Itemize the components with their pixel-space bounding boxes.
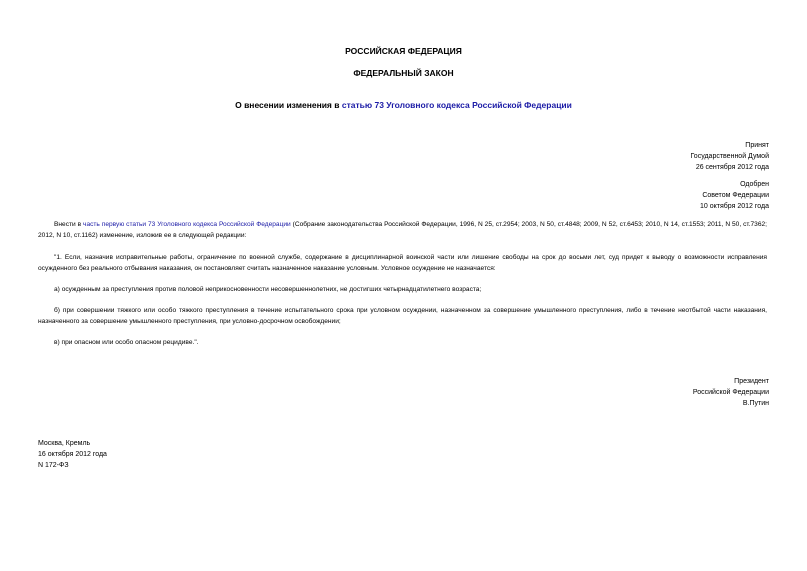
signature-title: Президент [734,378,769,385]
footer-block [38,438,107,471]
adopted-date: 26 сентября 2012 года [695,164,769,171]
signature-block [693,376,769,409]
footer-date: 16 октября 2012 года [38,451,107,458]
item-a: а) осужденным за преступления против половой неприкосновенности несовершеннолетних, не достигших четырнадцатилетнего возраста; [54,286,482,293]
part-one-article-73-link[interactable]: часть первую статьи 73 Уголовного кодекса Российской Федерации [83,221,291,228]
article-73-link[interactable]: статью 73 Уголовного кодекса Российской Федерации [341,100,572,110]
approved-body: Советом Федерации [702,192,769,199]
footer-place: Москва, Кремль [38,440,91,447]
federation-heading: РОССИЙСКАЯ ФЕДЕРАЦИЯ [345,46,462,56]
law-type-heading: ФЕДЕРАЛЬНЫЙ ЗАКОН [353,68,454,78]
item-b: б) при совершении тяжкого или особо тяжкого преступления в течение испытательного срока при условном осуждении, назначенном за совершение умышленного преступления, либо в течение неотбытой части наказания, назначенного за совершение умышленного преступления, при условно-досрочном освобождении; [38,307,767,325]
adopted-label: Принят [745,142,769,149]
title-prefix: О внесении изменения в [235,100,342,110]
footer-number: N 172-ФЗ [38,462,69,469]
approved-date: 10 октября 2012 года [700,203,769,210]
document-title [0,100,807,110]
adopted-block [690,140,769,173]
item-c: в) при опасном или особо опасном рецидиве.". [54,339,199,346]
approved-label: Одобрен [740,181,769,188]
adopted-body: Государственной Думой [690,153,769,160]
intro-paragraph [38,219,767,241]
paragraph-1: "1. Если, назначив исправительные работы, ограничение по военной службе, содержание в дисциплинарной воинской части или лишение свободы на срок до восьми лет, суд придет к выводу о возможности исправления осужденного без реального отбывания наказания, он постановляет считать назначенное наказание условным. Условное осуждение не назначается: [38,254,767,272]
signature-country: Российской Федерации [692,389,769,396]
intro-prefix: Внести в [54,221,84,228]
approved-block [700,179,769,212]
intro-suffix: (Собрание законодательства Российской Федерации, 1996, N 25, ст.2954; 2003, N 50, ст.4848; 2009, N 52, ст.6453; 2010, N 14, ст.1553; 2011, N 50, ст.7362; 2012, N 10, ст.1162) изменение, изложив ее в следующей редакции: [38,221,767,239]
signature-name: В.Путин [742,400,769,407]
